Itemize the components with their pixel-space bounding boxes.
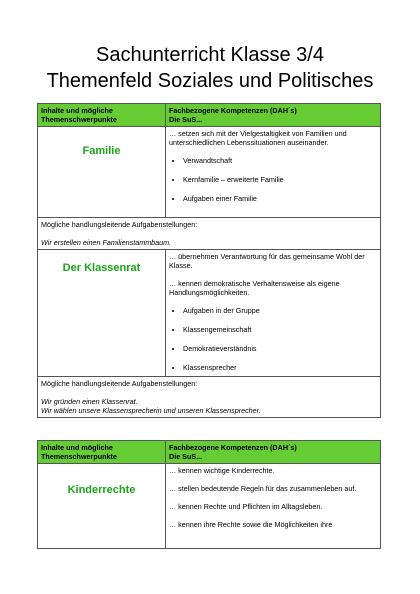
competence-table-1 <box>37 103 381 418</box>
table-header-row <box>38 441 381 464</box>
header-competences-sus: Die SuS... <box>169 115 203 124</box>
bullet-list-klassenrat <box>169 306 377 372</box>
competence-text: … kennen wichtige Kinderrechte. <box>169 466 275 475</box>
list-item: • Demokratieverständnis <box>183 344 377 353</box>
competence-cell-kinderrechte <box>166 464 381 549</box>
task-text: Wir gründen einen Klassenrat. <box>41 397 138 406</box>
header-topics: Inhalte und mögliche Themenschwerpunkte <box>38 104 166 127</box>
header-competences-title: Fachbezogene Kompetenzen (DAH´s) <box>169 106 297 115</box>
competence-text: … kennen Rechte und Pflichten im Alltagsleben. <box>169 502 323 511</box>
header-topics: Inhalte und mögliche Themenschwerpunkte <box>38 441 166 464</box>
list-item: • Aufgaben einer Familie <box>183 194 377 203</box>
task-text: Wir erstellen einen Familienstammbaum. <box>41 238 172 247</box>
competence-table-2 <box>37 440 381 549</box>
list-item: • Aufgaben in der Gruppe <box>183 306 377 315</box>
list-item: • Kernfamilie – erweiterte Familie <box>183 175 377 184</box>
table-row-tasks-familie <box>38 218 381 250</box>
header-competences <box>166 104 381 127</box>
bullet-list-familie <box>169 156 377 203</box>
list-item: • Klassensprecher <box>183 363 377 372</box>
table-row-kinderrechte <box>38 464 381 549</box>
header-competences <box>166 441 381 464</box>
list-item: • Klassengemeinschaft <box>183 325 377 334</box>
tasks-cell-familie <box>38 218 381 250</box>
list-item: • Verwandtschaft <box>183 156 377 165</box>
topic-cell-familie <box>38 127 166 218</box>
table-row-klassenrat <box>38 250 381 377</box>
topic-kinderrechte: Kinderrechte <box>67 484 136 496</box>
table-header-row <box>38 104 381 127</box>
header-competences-title: Fachbezogene Kompetenzen (DAH´s) <box>169 443 297 452</box>
topic-cell-kinderrechte <box>38 464 166 549</box>
task-text: Wir wählen unsere Klassensprecherin und unseren Klassensprecher. <box>41 406 261 415</box>
tasks-cell-klassenrat <box>38 377 381 418</box>
topic-klassenrat: Der Klassenrat <box>62 262 141 274</box>
competence-text: … übernehmen Verantwortung für das gemeinsame Wohl der Klasse. <box>169 252 365 270</box>
document-subtitle: Themenfeld Soziales und Politisches <box>46 70 374 92</box>
table-row-tasks-klassenrat <box>38 377 381 418</box>
competence-text: … stellen bedeutende Regeln für das zusammenleben auf. <box>169 484 357 493</box>
competence-text: … kennen demokratische Verhaltensweise als eigene Handlungsmöglichkeiten. <box>169 279 340 297</box>
tasks-label: Mögliche handlungsleitende Aufgabenstellungen: <box>41 220 198 229</box>
header-competences-sus: Die SuS... <box>169 452 203 461</box>
document-title: Sachunterricht Klasse 3/4 <box>96 44 324 66</box>
competence-cell-klassenrat <box>166 250 381 377</box>
competence-cell-familie <box>166 127 381 218</box>
topic-cell-klassenrat <box>38 250 166 377</box>
tasks-label: Mögliche handlungsleitende Aufgabenstellungen: <box>41 379 198 388</box>
table-row-familie <box>38 127 381 218</box>
topic-familie: Familie <box>82 145 121 157</box>
competence-text: … setzen sich mit der Vielgestaltigkeit von Familien und unterschiedlichen Lebenssituationen auseinander. <box>169 129 347 147</box>
competence-text: … kennen ihre Rechte sowie die Möglichkeiten ihre <box>169 520 333 529</box>
